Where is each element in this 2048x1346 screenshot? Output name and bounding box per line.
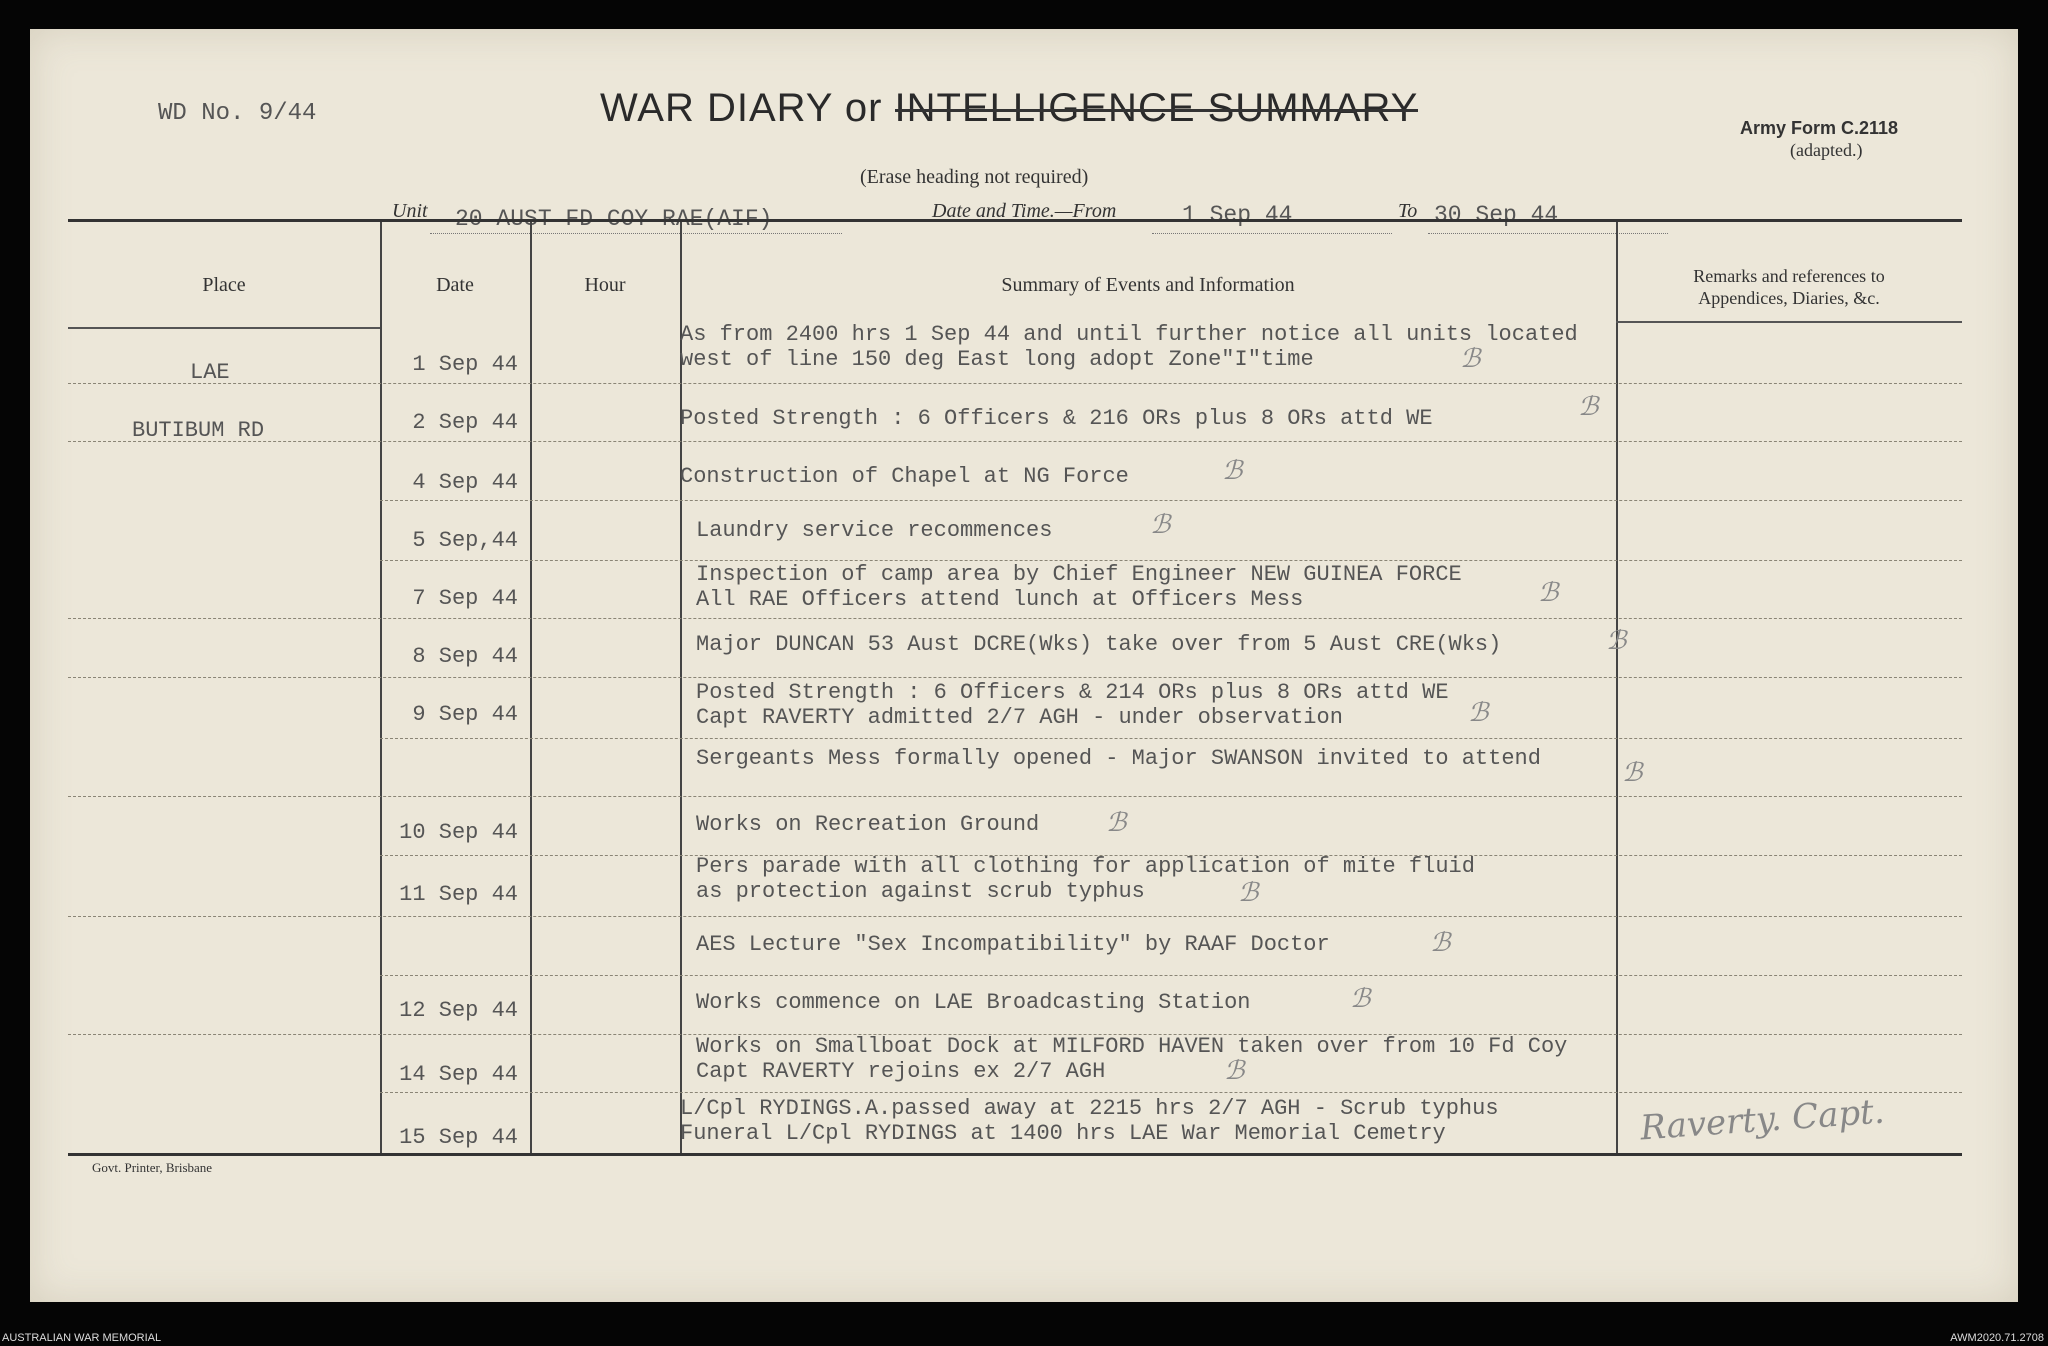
unit-label: Unit bbox=[392, 200, 428, 222]
initials-mark: ℬ bbox=[1606, 626, 1627, 656]
date-cell: 11 Sep 44 bbox=[399, 882, 518, 907]
summary-cell: Sergeants Mess formally opened - Major SWANSON invited to attend bbox=[696, 746, 1541, 771]
summary-cell: Laundry service recommences bbox=[696, 518, 1053, 543]
date-cell: 9 Sep 44 bbox=[412, 702, 518, 727]
initials-mark: ℬ bbox=[1224, 1056, 1245, 1086]
summary-cell: AES Lecture "Sex Incompatibility" by RAAF Doctor bbox=[696, 932, 1330, 957]
initials-mark: ℬ bbox=[1538, 578, 1559, 608]
printer-note: Govt. Printer, Brisbane bbox=[92, 1160, 213, 1175]
place-cell: LAE bbox=[190, 360, 230, 385]
archive-reference: AWM2020.71.2708 bbox=[1950, 1332, 2044, 1344]
row-rule bbox=[380, 1092, 1962, 1093]
row-rule bbox=[380, 560, 1962, 561]
date-cell: 8 Sep 44 bbox=[412, 644, 518, 669]
summary-cell: Inspection of camp area by Chief Engineer NEW GUINEA FORCE All RAE Officers attend lunch at Officers Mess bbox=[696, 562, 1462, 612]
date-cell: 2 Sep 44 bbox=[412, 410, 518, 435]
date-to: 30 Sep 44 bbox=[1434, 202, 1559, 228]
summary-cell: Construction of Chapel at NG Force bbox=[680, 464, 1129, 489]
col-divider-summary bbox=[1616, 222, 1618, 1153]
summary-cell: L/Cpl RYDINGS.A.passed away at 2215 hrs 2/7 AGH - Scrub typhus Funeral L/Cpl RYDINGS at 1400 hrs LAE War Memorial Cemetry bbox=[680, 1096, 1499, 1146]
date-cell: 7 Sep 44 bbox=[412, 586, 518, 611]
row-rule bbox=[68, 916, 1962, 917]
form-title bbox=[600, 86, 1500, 131]
header-hour: Hour bbox=[584, 274, 626, 296]
signature: Raverty. Capt. bbox=[1638, 1091, 1886, 1149]
date-cell: 1 Sep 44 bbox=[412, 352, 518, 377]
initials-mark: ℬ bbox=[1622, 758, 1643, 788]
initials-mark: ℬ bbox=[1222, 456, 1243, 486]
initials-mark: ℬ bbox=[1150, 510, 1171, 540]
row-rule bbox=[380, 738, 1962, 739]
army-form-number: Army Form C.2118 bbox=[1740, 118, 1899, 138]
header-place: Place bbox=[202, 274, 246, 296]
summary-cell: Posted Strength : 6 Officers & 214 ORs plus 8 ORs attd WE Capt RAVERTY admitted 2/7 AGH - under observation bbox=[696, 680, 1449, 730]
summary-cell: Major DUNCAN 53 Aust DCRE(Wks) take over from 5 Aust CRE(Wks) bbox=[696, 632, 1502, 657]
initials-mark: ℬ bbox=[1350, 984, 1371, 1014]
date-cell: 10 Sep 44 bbox=[399, 820, 518, 845]
col-divider-date bbox=[530, 222, 532, 1153]
header-remarks-2: Appendices, Diaries, &c. bbox=[1698, 288, 1880, 308]
row-rule bbox=[68, 796, 1962, 797]
initials-mark: ℬ bbox=[1430, 928, 1451, 958]
initials-mark: ℬ bbox=[1468, 698, 1489, 728]
title-struck: INTELLIGENCE SUMMARY bbox=[894, 86, 1419, 130]
row-rule bbox=[68, 677, 1962, 678]
summary-cell: Pers parade with all clothing for application of mite fluid as protection against scrub typhus bbox=[696, 854, 1475, 904]
initials-mark: ℬ bbox=[1106, 808, 1127, 838]
date-cell: 15 Sep 44 bbox=[399, 1125, 518, 1150]
date-cell: 14 Sep 44 bbox=[399, 1062, 518, 1087]
adapted-note: (adapted.) bbox=[1790, 140, 1863, 160]
col-divider-place bbox=[380, 222, 382, 1153]
wd-number: WD No. 9/44 bbox=[158, 100, 317, 127]
summary-cell: Works on Smallboat Dock at MILFORD HAVEN taken over from 10 Fd Coy Capt RAVERTY rejoins ex 2/7 AGH bbox=[696, 1034, 1568, 1084]
row-rule bbox=[68, 383, 1962, 384]
date-cell: 5 Sep,44 bbox=[412, 528, 518, 553]
date-cell: 4 Sep 44 bbox=[412, 470, 518, 495]
header-rule-place bbox=[68, 327, 380, 329]
row-rule bbox=[380, 975, 1962, 976]
summary-cell: Posted Strength : 6 Officers & 216 ORs plus 8 ORs attd WE bbox=[680, 406, 1433, 431]
date-label: Date and Time.—From bbox=[932, 200, 1117, 222]
date-from: 1 Sep 44 bbox=[1182, 202, 1293, 228]
header-rule-remarks bbox=[1616, 321, 1962, 323]
initials-mark: ℬ bbox=[1578, 392, 1599, 422]
diary-table bbox=[68, 219, 1962, 1156]
header-summary: Summary of Events and Information bbox=[1001, 274, 1295, 296]
unit-value: 20 AUST FD COY RAE(AIF) bbox=[455, 206, 773, 232]
row-rule bbox=[68, 618, 1962, 619]
place-cell: BUTIBUM RD bbox=[132, 418, 265, 443]
summary-cell: Works commence on LAE Broadcasting Station bbox=[696, 990, 1251, 1015]
header-date: Date bbox=[436, 274, 474, 296]
row-rule bbox=[68, 441, 1962, 442]
initials-mark: ℬ bbox=[1238, 878, 1259, 908]
title-prefix: WAR DIARY or bbox=[600, 86, 895, 130]
date-cell: 12 Sep 44 bbox=[399, 998, 518, 1023]
to-label: To bbox=[1398, 200, 1418, 222]
summary-cell: As from 2400 hrs 1 Sep 44 and until further notice all units located west of line 150 deg East long adopt Zone"I"time bbox=[680, 322, 1578, 372]
header-remarks-1: Remarks and references to bbox=[1693, 266, 1885, 286]
erase-note: (Erase heading not required) bbox=[860, 166, 1089, 188]
row-rule bbox=[380, 500, 1962, 501]
archive-credit: AUSTRALIAN WAR MEMORIAL bbox=[2, 1332, 162, 1344]
initials-mark: ℬ bbox=[1460, 344, 1481, 374]
summary-cell: Works on Recreation Ground bbox=[696, 812, 1040, 837]
